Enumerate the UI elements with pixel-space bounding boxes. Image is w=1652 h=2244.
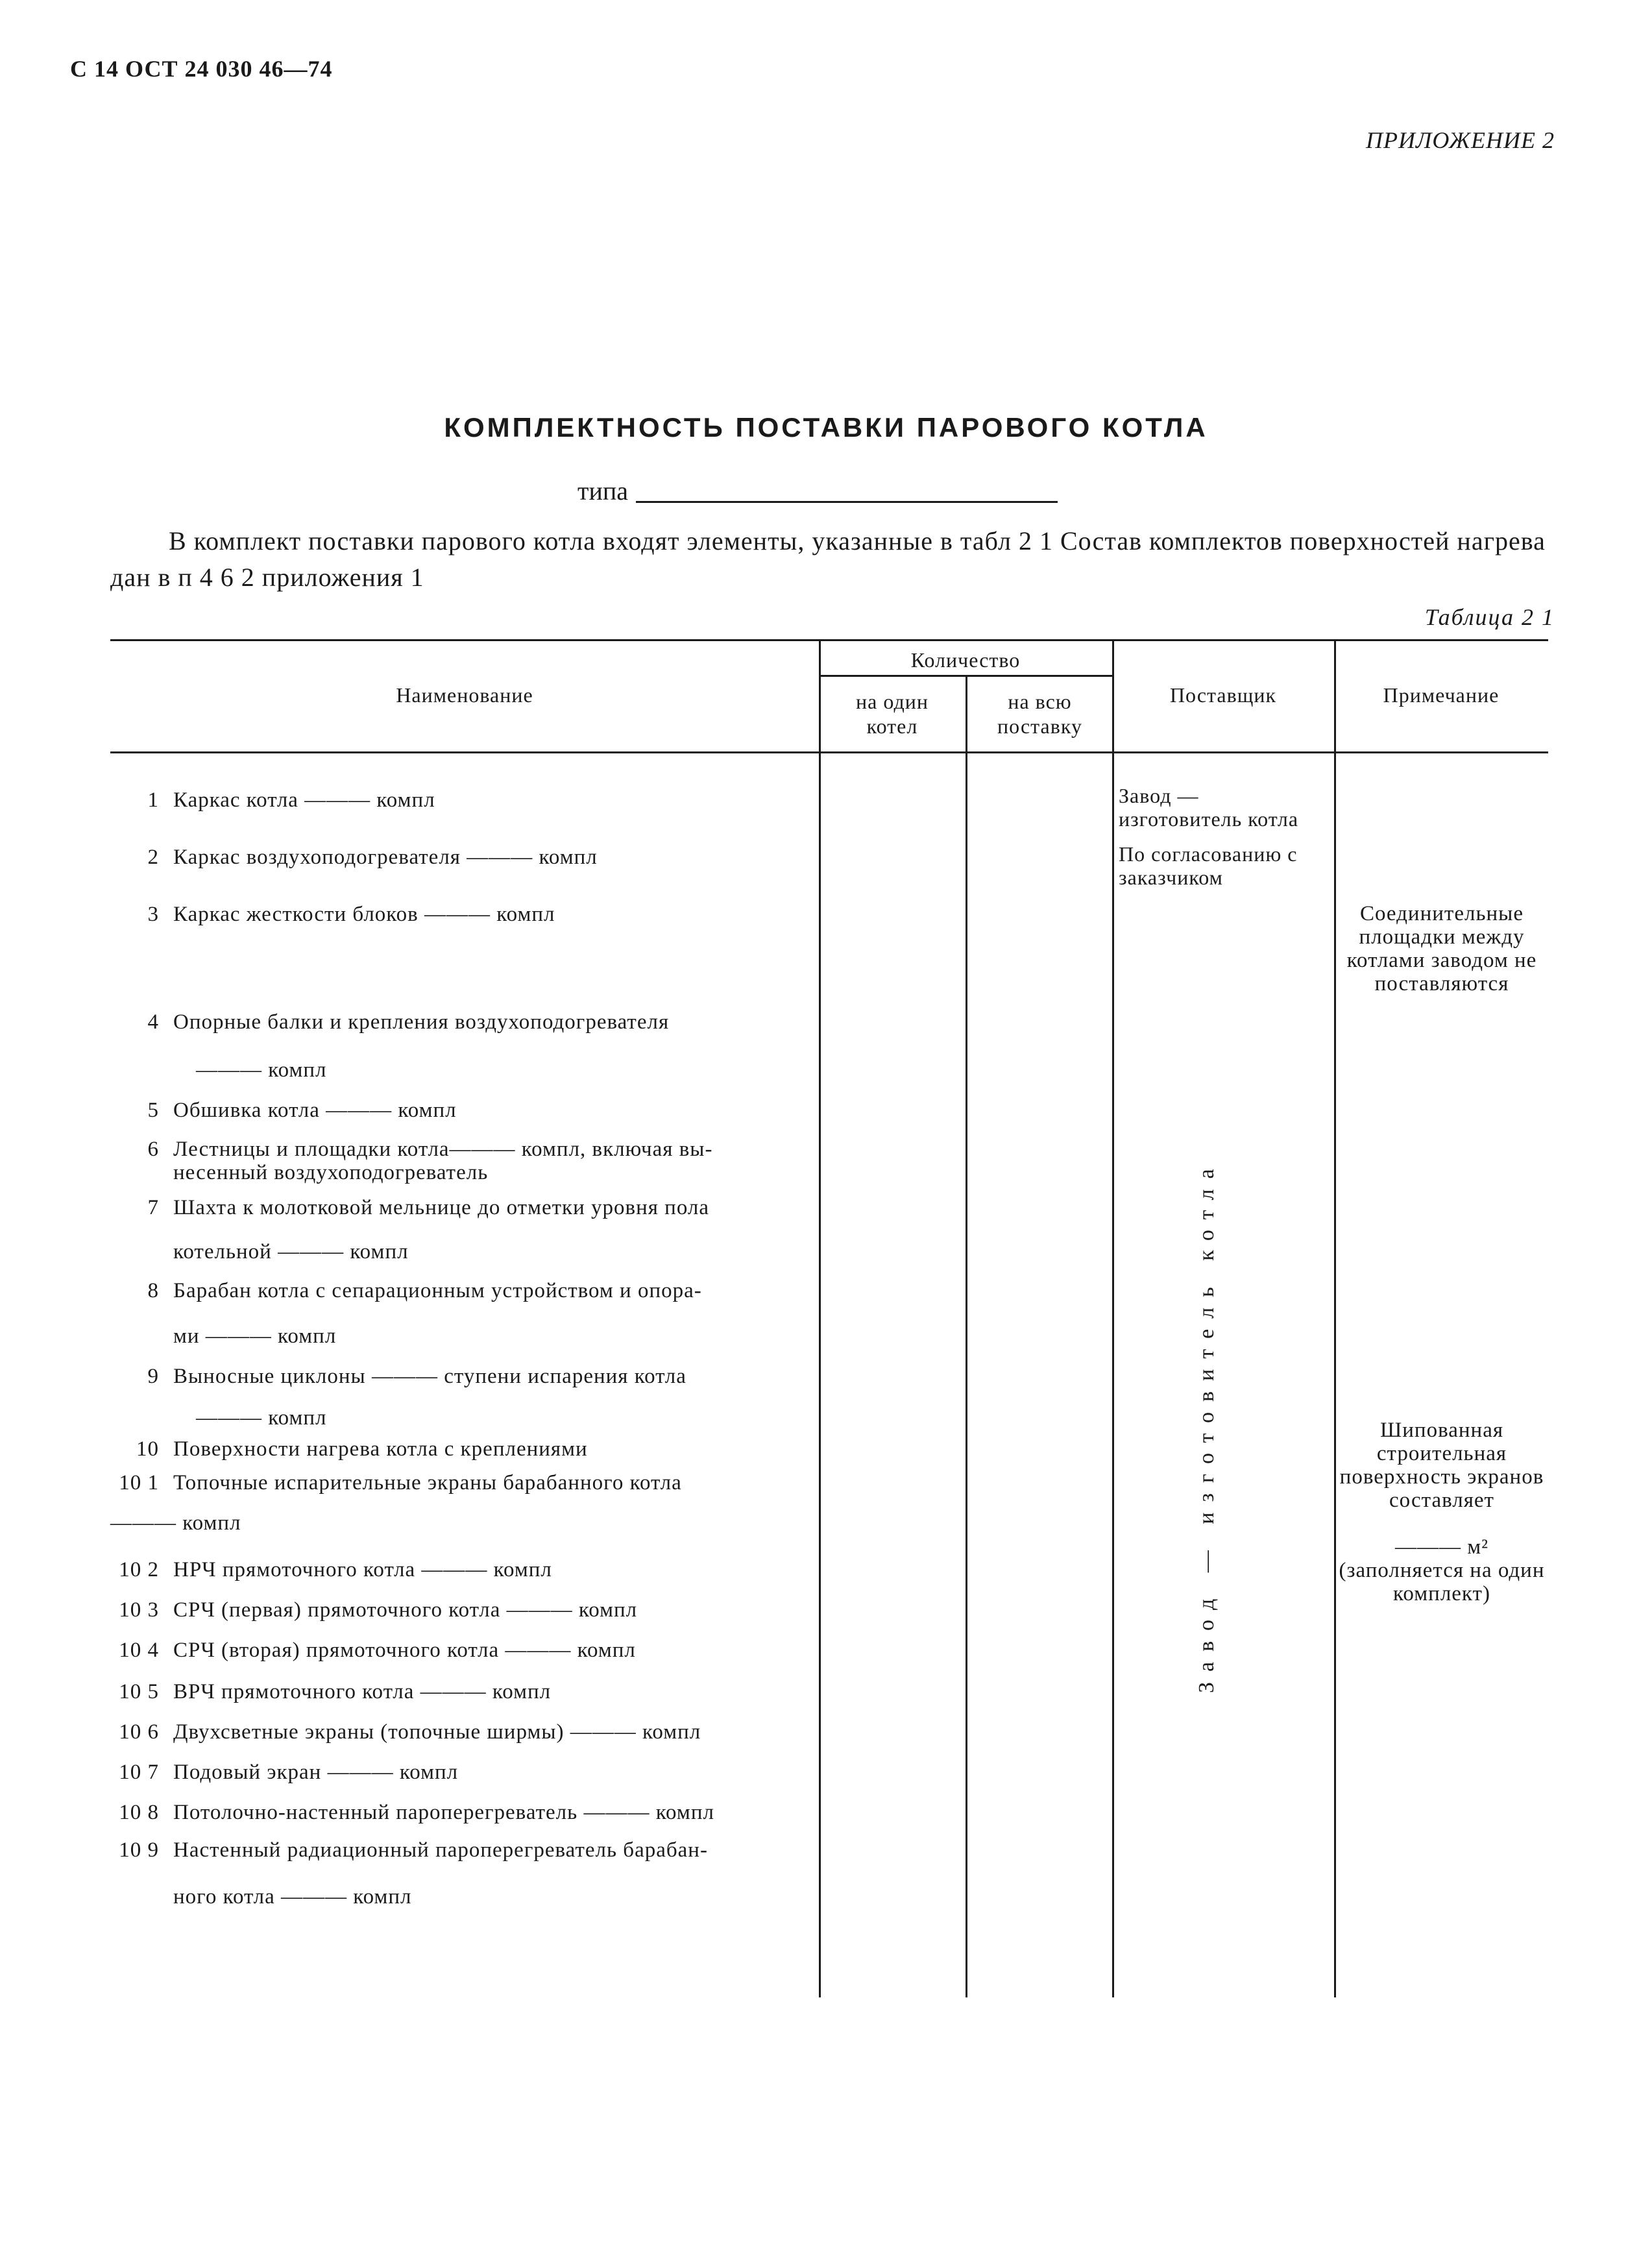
table-row: 10 4 СРЧ (вторая) прямоточного котла ——— компл (119, 1639, 636, 1662)
table-row: 10 6 Двухсветные экраны (топочные ширмы) ——— компл (119, 1720, 701, 1744)
note-cell-2: Шипованная строительная поверхность экранов составляет (1339, 1419, 1544, 1512)
table-row: ми ——— компл (173, 1324, 337, 1348)
supplier-vertical-text: Завод — изготовитель котла (1195, 1158, 1219, 1693)
table-row: 10 2 НРЧ прямоточного котла ——— компл (119, 1558, 552, 1581)
table-row: 6 Лестницы и площадки котла——— компл, включая вы- (147, 1138, 713, 1161)
table-row: ——— компл (196, 1058, 327, 1082)
table-row: 2 Каркас воздухоподогревателя ——— компл (147, 846, 598, 869)
supplier-cell-2: По согласованию с заказчиком (1119, 842, 1298, 889)
intro-text: В комплект поставки парового котла входят элементы, указанные в табл 2 1 Состав комплектов поверхностей нагрева дан в п 4 6 2 приложения 1 (110, 526, 1546, 592)
table-row: 10 8 Потолочно-настенный пароперегреватель ——— компл (119, 1801, 714, 1824)
header-note: Примечание (1383, 683, 1500, 707)
header-per-boiler: на один котел (856, 690, 929, 738)
table-top-rule (110, 639, 1548, 641)
note-cell-2b: ——— м² (заполняется на один комплект) (1339, 1535, 1545, 1605)
table-row: 8 Барабан котла с сепарационным устройством и опора- (147, 1279, 702, 1302)
type-blank-line (636, 484, 1058, 503)
table-row: 10 5 ВРЧ прямоточного котла ——— компл (119, 1680, 552, 1703)
table-row: 7 Шахта к молотковой мельнице до отметки уровня пола (147, 1196, 709, 1219)
col-divider-2 (966, 675, 967, 1997)
table-row: ——— компл (110, 1511, 241, 1535)
col-divider-1 (819, 641, 821, 1997)
header-quantity: Количество (910, 648, 1021, 672)
table-header-bottom-rule (110, 751, 1548, 753)
col-divider-3 (1112, 641, 1114, 1997)
col-divider-4 (1334, 641, 1336, 1997)
table-row: 10 Поверхности нагрева котла с креплениями (136, 1437, 588, 1461)
table-row: 1 Каркас котла ——— компл (147, 788, 435, 812)
table-row: 3 Каркас жесткости блоков ——— компл (147, 903, 555, 926)
table-row: ного котла ——— компл (173, 1885, 412, 1909)
table-row: 4 Опорные балки и крепления воздухоподогревателя (147, 1010, 670, 1034)
table-row: 10 7 Подовый экран ——— компл (119, 1761, 459, 1784)
table-row: 10 1 Топочные испарительные экраны барабанного котла (119, 1471, 682, 1494)
header-supplier: Поставщик (1169, 683, 1277, 707)
table-row: 5 Обшивка котла ——— компл (147, 1099, 457, 1122)
note-cell-1: Соединительные площадки между котлами заводом не поставляются (1346, 902, 1537, 995)
table-label: Таблица 2 1 (1424, 604, 1555, 630)
table-row: котельной ——— компл (173, 1240, 409, 1263)
table-row: 10 3 СРЧ (первая) прямоточного котла ——— компл (119, 1598, 638, 1622)
table-row: 10 9 Настенный радиационный пароперегреватель барабан- (119, 1838, 708, 1862)
type-line (577, 476, 1058, 506)
appendix-label: ПРИЛОЖЕНИЕ 2 (1366, 127, 1555, 153)
intro-paragraph (110, 523, 1551, 596)
table-row: 9 Выносные циклоны ——— ступени испарения котла (147, 1365, 686, 1388)
type-label: типа (577, 476, 629, 506)
header-name: Наименование (396, 683, 533, 707)
table-row: несенный воздухоподогреватель (173, 1161, 489, 1184)
page-header: С 14 ОСТ 24 030 46—74 (70, 56, 333, 82)
table-row: ——— компл (196, 1406, 327, 1430)
document-title: КОМПЛЕКТНОСТЬ ПОСТАВКИ ПАРОВОГО КОТЛА (444, 412, 1208, 443)
supplier-cell-1: Завод — изготовитель котла (1119, 784, 1299, 831)
header-per-delivery: на всю поставку (997, 690, 1082, 738)
